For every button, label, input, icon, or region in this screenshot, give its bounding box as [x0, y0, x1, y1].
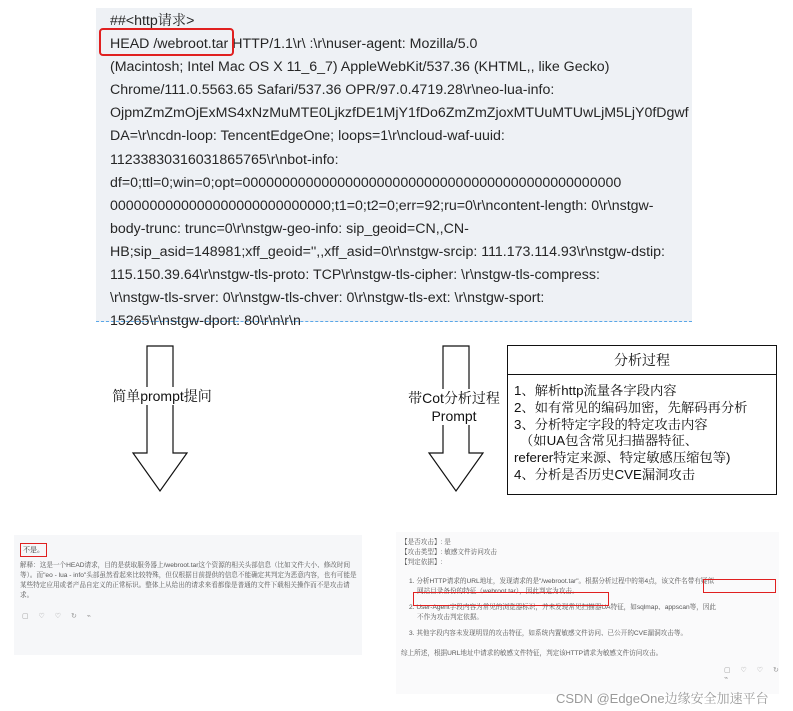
process-step: referer特定来源、特定敏感压缩包等): [514, 450, 731, 466]
simple-prompt-answer: 不是。: [20, 543, 47, 557]
http-request-line: 11233830316031865765\r\nbot-info:: [110, 151, 339, 168]
analysis-process-box: [507, 345, 777, 495]
evidence-highlight-a: [703, 579, 776, 593]
process-step: 2、如有常见的编码加密，先解码再分析: [514, 399, 748, 415]
http-request-line: OjpmZmZmOjExMS4xNzMuMTE0LjkzfDE1MjY1fDo6ZmZmZjoxMTUuMTUwLjM5LjY0fDgwf: [110, 105, 689, 122]
result-conclusion: 综上所述，根据URL地址中请求的敏感文件特征，判定该HTTP请求为敏感文件访问攻击。: [401, 650, 663, 657]
right-feedback-icons: ▢ ♡ ♡ ↻ ⌁: [724, 667, 783, 682]
evidence-highlight-b: [413, 592, 609, 606]
result-basis-1-cont: 网站目录备份的特征（webroot.tar），因此判定为攻击。: [417, 588, 579, 595]
process-step: （如UA包含常见扫描器特征、: [520, 433, 699, 449]
http-request-line: HB;sip_asid=148981;xff_geoid='',,xff_asid=0\r\nstgw-srcip: 111.173.114.93\r\nstgw-dstip:: [110, 243, 665, 260]
process-step: 1、解析http流量各字段内容: [514, 383, 677, 398]
left-feedback-icons: ▢ ♡ ♡ ↻ ⌁: [22, 613, 96, 620]
result-attack-type: 【攻击类型】: 敏感文件访问攻击: [401, 549, 497, 556]
http-request-text: [110, 10, 690, 333]
left-down-arrow: [130, 345, 190, 495]
right-arrow-label: [396, 389, 512, 425]
right-arrow-label-line1: 带Cot分析过程: [408, 390, 500, 406]
watermark: CSDN @EdgeOne边缘安全加速平台: [556, 691, 769, 706]
simple-prompt-explanation: 解释：这是一个HEAD请求，目的是获取服务器上/webroot.tar这个资源的相关头部信息（比如文件大小、修改时间等）。而"eo - lua - info"头部虽然看起来比较特殊，但仅根据目前提供的信息不能确定其判定为恶意内容，也有可能是某些特定应用或者产品自定义的正常标识。整体上从给出的请求来看都像是普通的文件下载相关操作而不是攻击请求。: [20, 562, 357, 599]
http-request-line: 0000000000000000000000000000;t1=0;t2=0;err=92;ru=0\r\ncontent-length: 0\r\nstgw-: [110, 197, 654, 214]
result-basis-heading: 【判定依据】:: [401, 559, 443, 566]
result-attack-flag: 【是否攻击】: 是: [401, 539, 451, 546]
http-request-line: HEAD /webroot.tar HTTP/1.1\r\ :\r\nuser-agent: Mozilla/5.0: [110, 36, 478, 53]
http-request-line: DA=\r\ncdn-loop: TencentEdgeOne; loops=1\r\ncloud-waf-uuid:: [110, 128, 505, 145]
http-request-line: (Macintosh; Intel Mac OS X 11_6_7) AppleWebKit/537.36 (KHTML,, like Gecko): [110, 59, 610, 76]
process-step: 3、分析特定字段的特定攻击内容: [514, 416, 708, 432]
http-request-line: Chrome/111.0.5563.65 Safari/537.36 OPR/97.0.4719.28\r\neo-lua-info:: [110, 82, 555, 99]
head-request-highlight: [99, 28, 234, 56]
analysis-process-title: 分析过程: [508, 346, 776, 375]
process-step: 4、分析是否历史CVE漏洞攻击: [514, 466, 696, 482]
http-request-line: 115.150.39.64\r\nstgw-tls-proto: TCP\r\nstgw-tls-cipher: \r\nstgw-tls-compress:: [110, 267, 600, 284]
http-request-line: 15265\r\nstgw-dport: 80\r\n\r\n: [110, 313, 301, 330]
right-arrow-label-line2: Prompt: [431, 408, 477, 424]
analysis-process-steps: [508, 375, 776, 484]
result-basis-2-cont: 不作为攻击判定依据。: [417, 614, 483, 621]
left-arrow-label: 简单prompt提问: [98, 387, 226, 405]
result-basis-2: 2. User-Agent字段内容为常见的浏览器标识，并未发现常见扫描器UA特征，如sqlmap、appscan等，因此: [409, 604, 717, 611]
result-basis-1: 1. 分析HTTP请求的URL地址，发现请求的是"/webroot.tar"。根据分析过程中的第4点，该文件名带有疑似: [409, 578, 715, 585]
result-basis-3: 3. 其他字段内容未发现明显的攻击特征，如系统内置敏感文件访问、已公开的CVE漏洞攻击等。: [409, 630, 688, 637]
http-request-line: ##<http请求>: [110, 13, 195, 29]
http-request-line: df=0;ttl=0;win=0;opt=000000000000000000000000000000000000000000000000: [110, 174, 622, 191]
http-request-line: \r\nstgw-tls-srver: 0\r\nstgw-tls-chver: 0\r\nstgw-tls-ext: \r\nstgw-sport:: [110, 290, 545, 307]
http-request-line: body-trunc: trunc=0\r\nstgw-geo-info: sip_geoid=CN,,CN-: [110, 220, 469, 237]
